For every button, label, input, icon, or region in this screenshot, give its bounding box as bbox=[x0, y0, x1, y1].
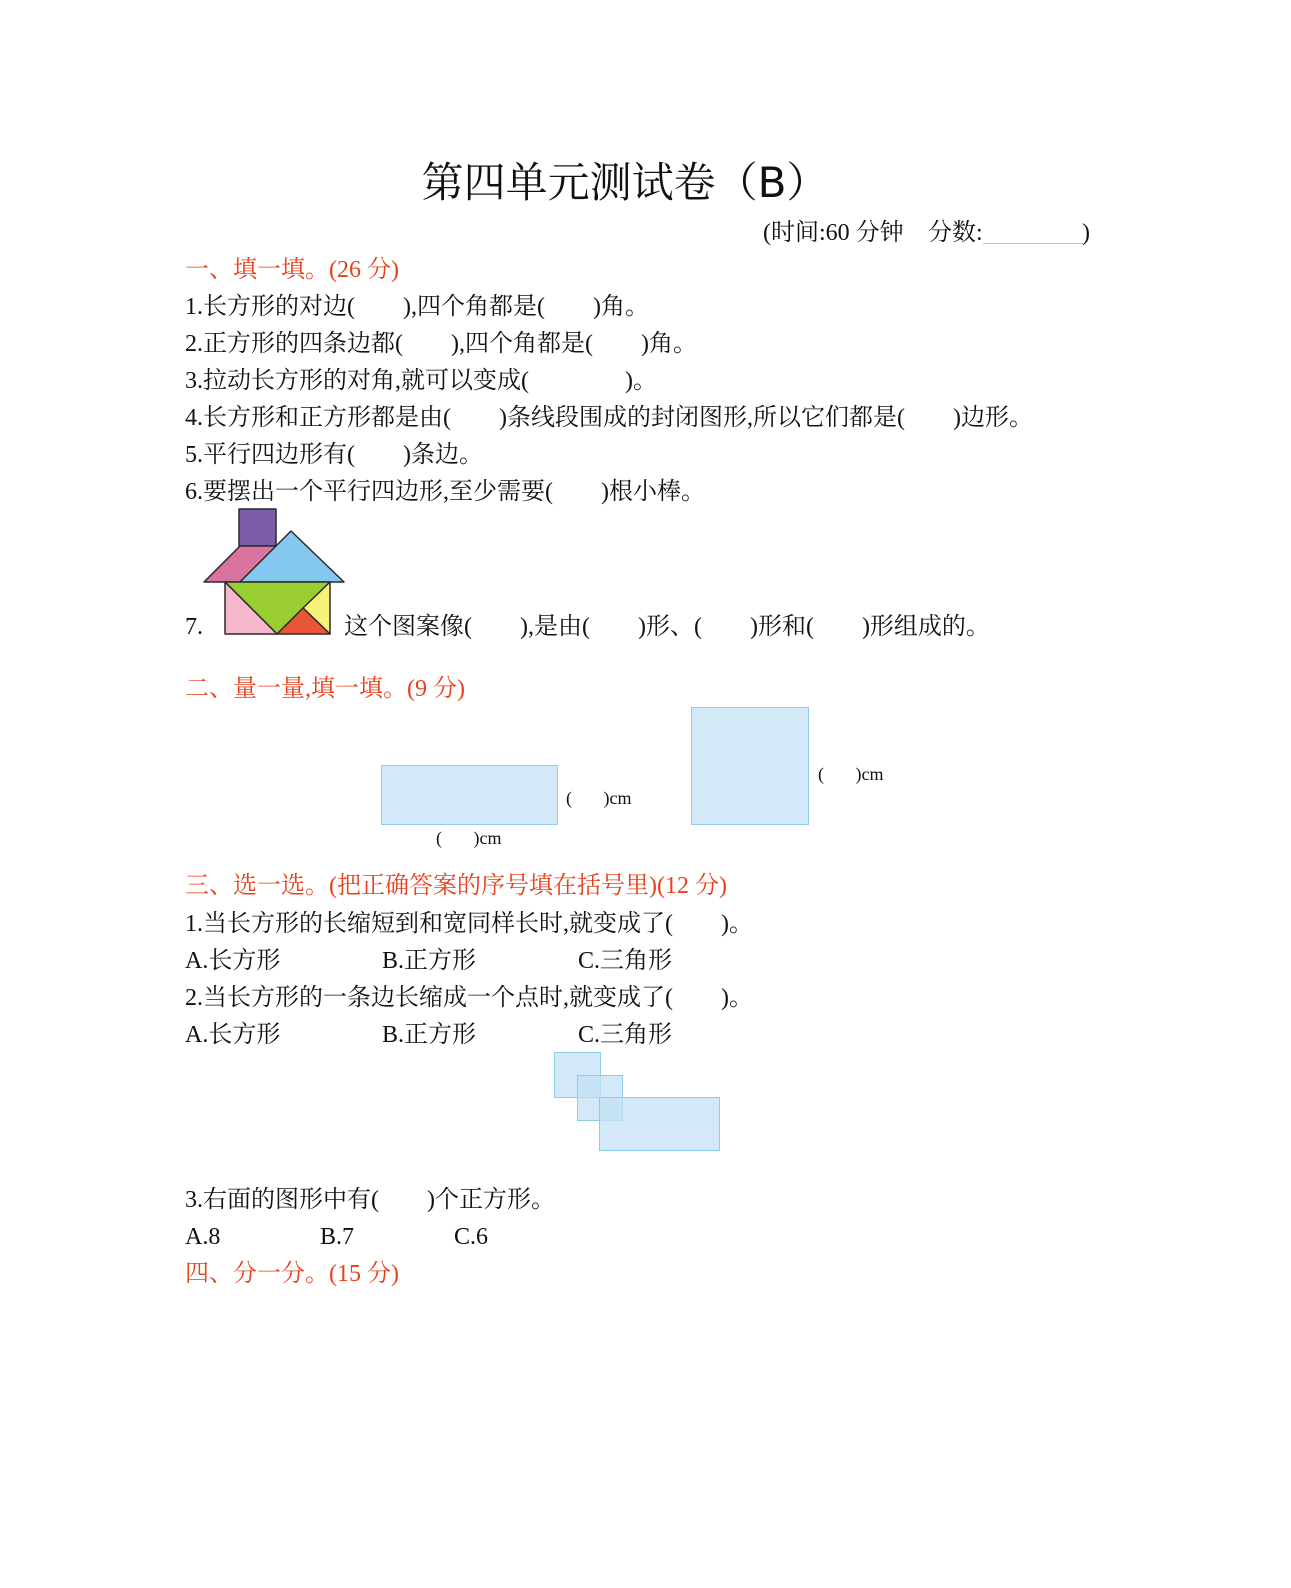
section1-question-3: 3.拉动长方形的对角,就可以变成( )。 bbox=[185, 368, 657, 394]
section3-question-3: 3.右面的图形中有( )个正方形。 bbox=[185, 1187, 555, 1213]
square-side-label: ( )cm bbox=[818, 764, 884, 784]
section1-question-7-text: 这个图案像( ),是由( )形、( )形和( )形组成的。 bbox=[344, 614, 990, 640]
q3-option-a: A.8 bbox=[185, 1224, 221, 1250]
section1-question-5: 5.平行四边形有( )条边。 bbox=[185, 442, 483, 468]
section1-heading: 一、填一填。(26 分) bbox=[185, 257, 399, 283]
section2-heading: 二、量一量,填一填。(9 分) bbox=[185, 676, 465, 702]
score-label: 分数: bbox=[928, 220, 983, 246]
q3-option-b: B.7 bbox=[320, 1224, 355, 1250]
score-underline bbox=[983, 243, 1083, 244]
tangram-chimney-square bbox=[239, 509, 276, 546]
q2-option-b: B.正方形 bbox=[382, 1022, 477, 1048]
rectangle-height-label: ( )cm bbox=[566, 788, 632, 808]
q2-option-a: A.长方形 bbox=[185, 1022, 281, 1048]
q1-option-b: B.正方形 bbox=[382, 948, 477, 974]
section1-question-6: 6.要摆出一个平行四边形,至少需要( )根小棒。 bbox=[185, 479, 705, 505]
section3-question-2: 2.当长方形的一条边长缩成一个点时,就变成了( )。 bbox=[185, 985, 753, 1011]
measure-rectangle bbox=[381, 765, 558, 825]
measure-square bbox=[691, 707, 809, 825]
q2-option-c: C.三角形 bbox=[578, 1022, 673, 1048]
score-close-paren: ) bbox=[1082, 220, 1090, 246]
time-limit: (时间:60 分钟 bbox=[763, 220, 904, 246]
section1-question-7-number: 7. bbox=[185, 614, 203, 640]
section1-question-4: 4.长方形和正方形都是由( )条线段围成的封闭图形,所以它们都是( )边形。 bbox=[185, 405, 1033, 431]
section3-question-1: 1.当长方形的长缩短到和宽同样长时,就变成了( )。 bbox=[185, 911, 753, 937]
section1-question-1: 1.长方形的对边( ),四个角都是( )角。 bbox=[185, 294, 649, 320]
section3-heading: 三、选一选。(把正确答案的序号填在括号里)(12 分) bbox=[185, 873, 727, 899]
tangram-house-figure bbox=[200, 505, 350, 640]
q3-option-c: C.6 bbox=[454, 1224, 489, 1250]
q1-option-a: A.长方形 bbox=[185, 948, 281, 974]
section4-heading: 四、分一分。(15 分) bbox=[185, 1261, 399, 1287]
q1-option-c: C.三角形 bbox=[578, 948, 673, 974]
section1-question-2: 2.正方形的四条边都( ),四个角都是( )角。 bbox=[185, 331, 697, 357]
squares-figure-rectangle bbox=[599, 1097, 720, 1151]
page-title: 第四单元测试卷（B） bbox=[421, 158, 829, 207]
rectangle-width-label: ( )cm bbox=[436, 828, 502, 848]
